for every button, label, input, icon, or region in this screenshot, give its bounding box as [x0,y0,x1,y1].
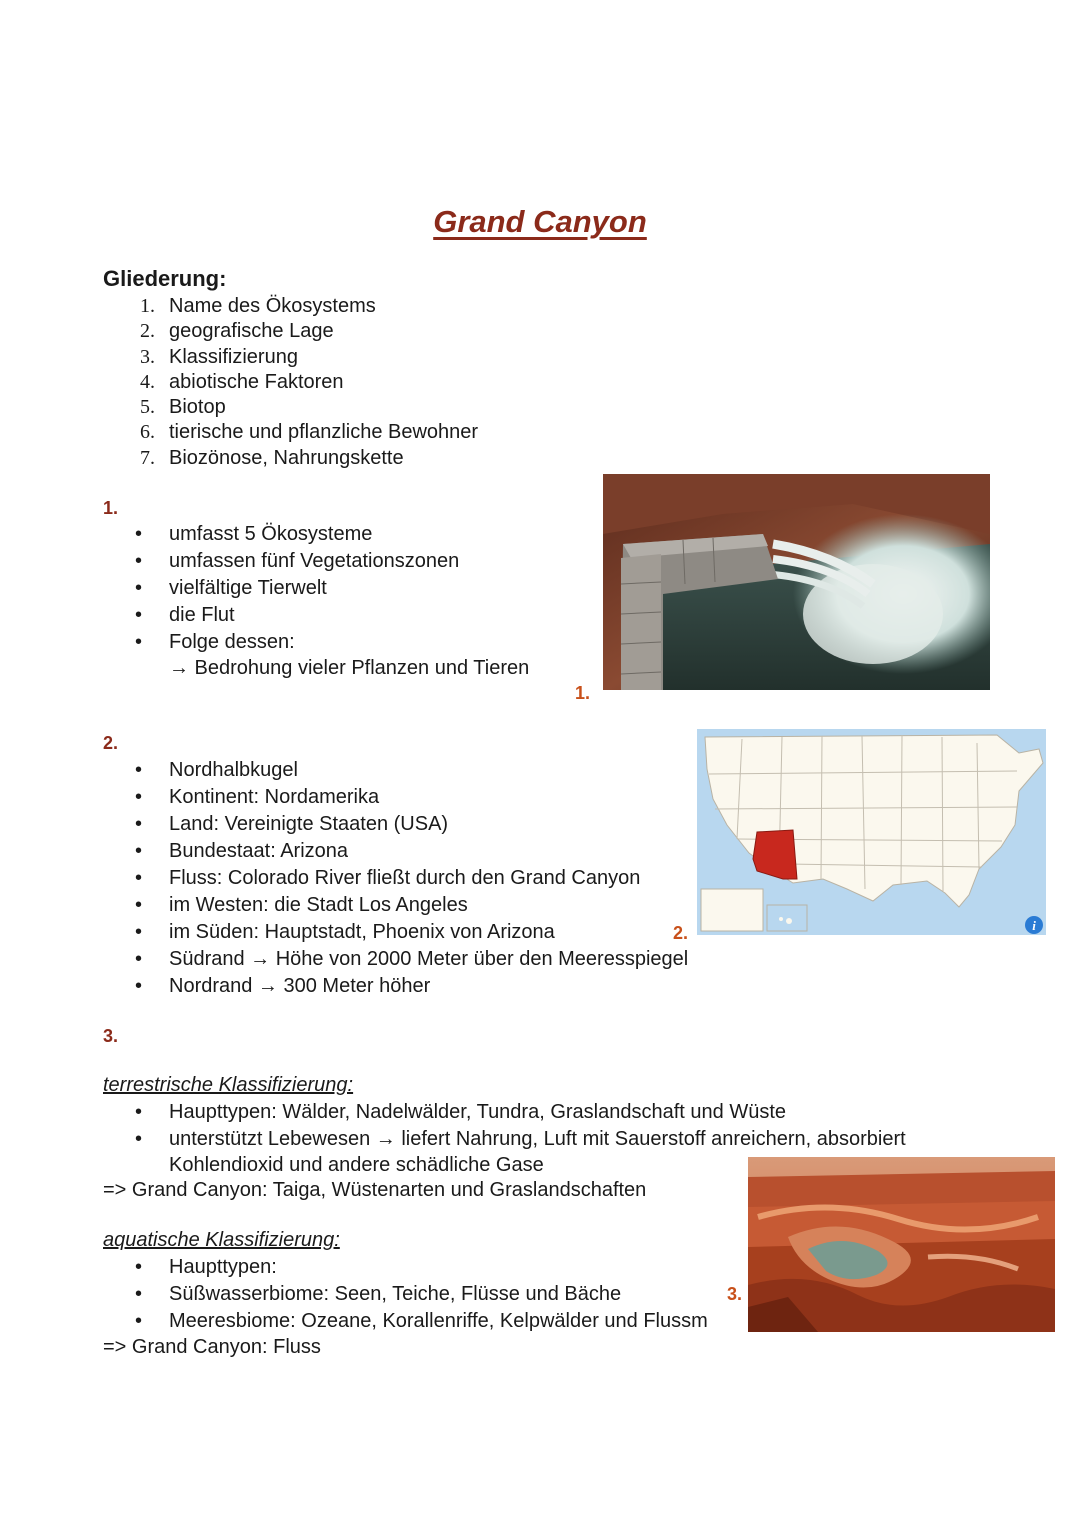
list-item: • im Westen: die Stadt Los Angeles [135,892,688,919]
outline-heading: Gliederung: [103,266,227,291]
list-item: • vielfältige Tierwelt [135,575,529,602]
list-item: • Süßwasserbiome: Seen, Teiche, Flüsse und Bäche [135,1281,708,1308]
terrestrial-conclusion: => Grand Canyon: Taiga, Wüstenarten und Graslandschaften [103,1179,647,1201]
svg-text:i: i [1032,918,1036,933]
canyon-image [748,1157,1055,1332]
list-item: • die Flut [135,602,529,629]
list-item: • Meeresbiome: Ozeane, Korallenriffe, Kelpwälder und Flussm [135,1308,708,1335]
list-item: • umfasst 5 Ökosysteme [135,521,529,548]
list-item: • Haupttypen: Wälder, Nadelwälder, Tundra, Graslandschaft und Wüste [135,1099,906,1126]
section-3-number: 3. [103,1026,119,1046]
terrestrial-label: terrestrische Klassifizierung: [103,1074,354,1096]
list-item: • Kontinent: Nordamerika [135,784,688,811]
list-item: • im Süden: Hauptstadt, Phoenix von Arizona [135,919,688,946]
list-item: • Bundestaat: Arizona [135,838,688,865]
section-2-list [135,757,688,1000]
image-3-caption: 3. [727,1284,743,1304]
aquatic-list [135,1254,708,1335]
list-item: • unterstützt Lebewesen → liefert Nahrung, Luft mit Sauerstoff anreichern, absorbiert Kohlendioxid und andere schädliche Gase [135,1126,906,1178]
consequence-text: → Bedrohung vieler Pflanzen und Tieren [169,657,530,679]
section-2-number: 2. [103,733,119,753]
aquatic-label: aquatische Klassifizierung: [103,1229,340,1251]
section-1-number: 1. [103,498,119,518]
list-item: • Land: Vereinigte Staaten (USA) [135,811,688,838]
list-item: • Nordrand → 300 Meter höher [135,973,688,1000]
list-item: • Fluss: Colorado River fließt durch den Grand Canyon [135,865,688,892]
dam-image [603,474,990,690]
list-item: • Haupttypen: [135,1254,708,1281]
page-title: Grand Canyon [433,204,647,239]
aquatic-conclusion: => Grand Canyon: Fluss [103,1336,321,1358]
image-1-caption: 1. [575,683,591,703]
list-item: • Nordhalbkugel [135,757,688,784]
usa-map-image [697,729,1046,935]
list-item: • umfassen fünf Vegetationszonen [135,548,529,575]
section-1-list [135,521,529,681]
image-2-caption: 2. [673,923,689,943]
list-item: • Folge dessen: → Bedrohung vieler Pflanzen und Tieren [135,629,529,681]
list-item: • Südrand → Höhe von 2000 Meter über den Meeresspiegel [135,946,688,973]
info-icon[interactable] [1025,916,1043,934]
